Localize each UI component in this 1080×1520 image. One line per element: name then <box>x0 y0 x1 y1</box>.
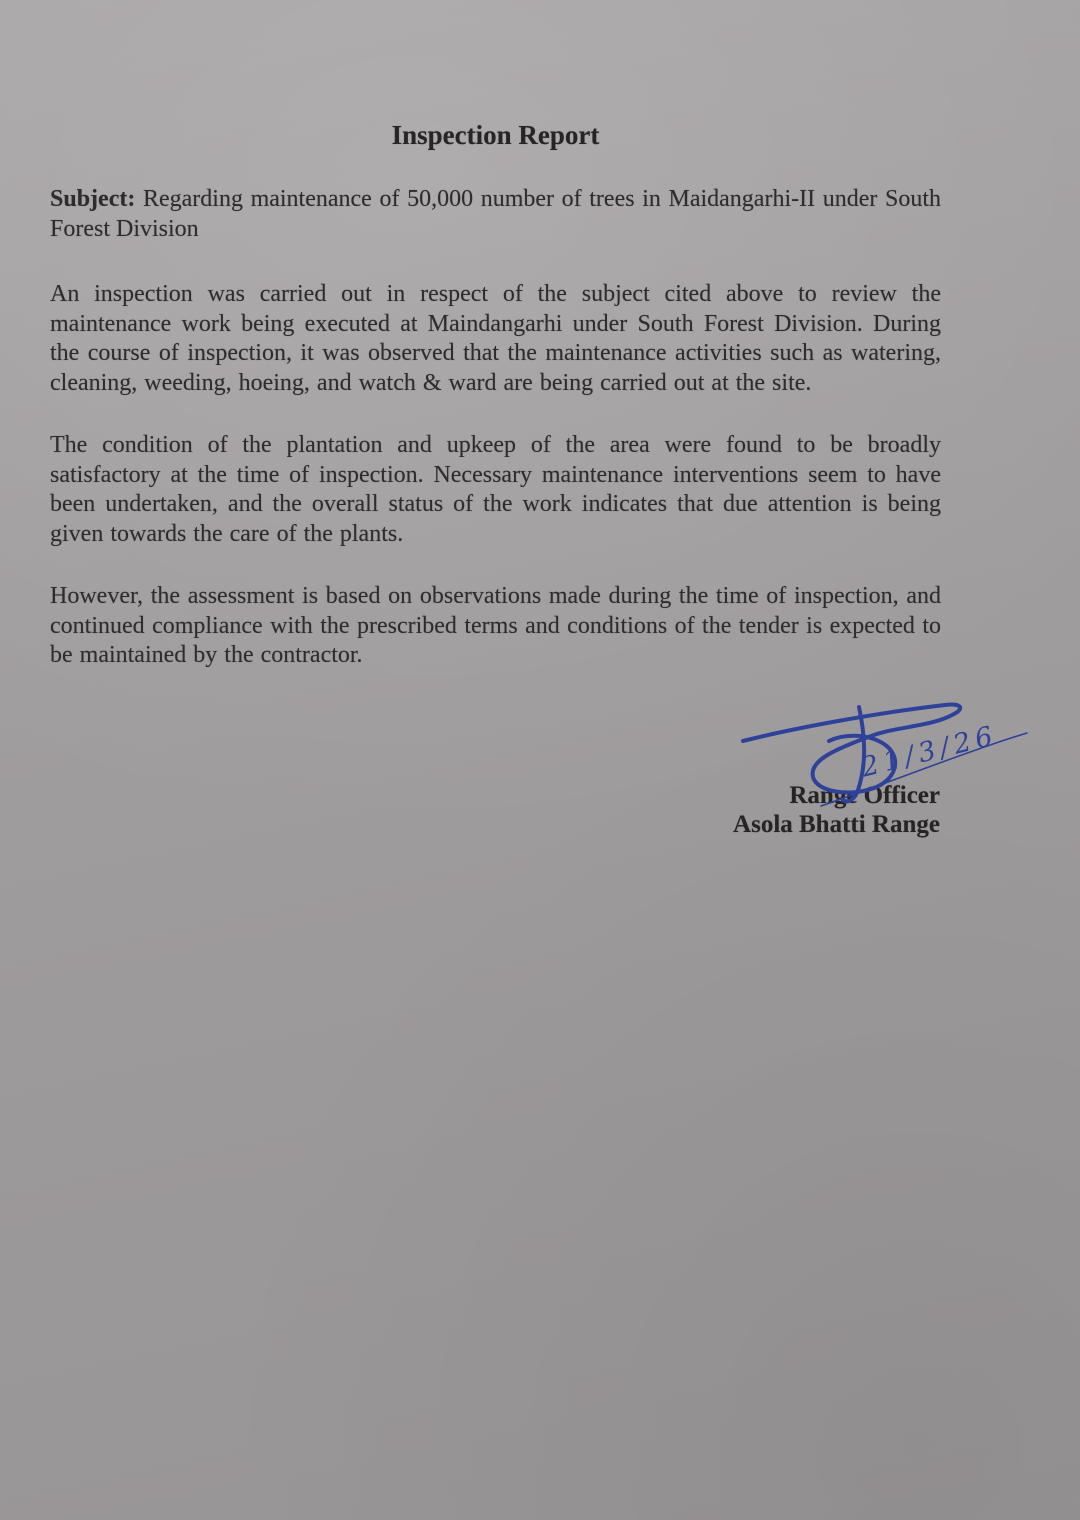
handwritten-signature-icon <box>735 693 1045 811</box>
body-paragraph-1: An inspection was carried out in respect of the subject cited above to review the maintenance work being executed at Maindangarhi under South Forest Division. During the course of inspection, it was observed that the maintenance activities such as watering, cleaning, weeding, hoeing, and watch & ward are being carried out at the site. <box>50 281 941 396</box>
signatory-designation: Range Officer <box>789 782 940 809</box>
body-paragraph-3: However, the assessment is based on observations made during the time of inspection, and continued compliance with the prescribed terms and conditions of the tender is expected to be maintained by the contractor. <box>50 583 941 668</box>
subject-text: Regarding maintenance of 50,000 number of trees in Maidangarhi-II under South Forest Division <box>50 186 942 242</box>
handwritten-date: 21/3/26 <box>858 719 1001 784</box>
document-title: Inspection Report <box>391 120 600 150</box>
body-paragraph-2: The condition of the plantation and upkeep of the area were found to be broadly satisfactory at the time of inspection. Necessary maintenance interventions seem to have been undertaken, and the overall status of the work indicates that due attention is being given towards the care of the plants. <box>50 432 941 547</box>
signature-flourish-stroke <box>743 705 960 793</box>
subject-label: Subject: <box>50 186 136 212</box>
subject-line <box>50 185 941 244</box>
signatory-office: Asola Bhatti Range <box>733 811 940 838</box>
document-body <box>50 0 941 704</box>
